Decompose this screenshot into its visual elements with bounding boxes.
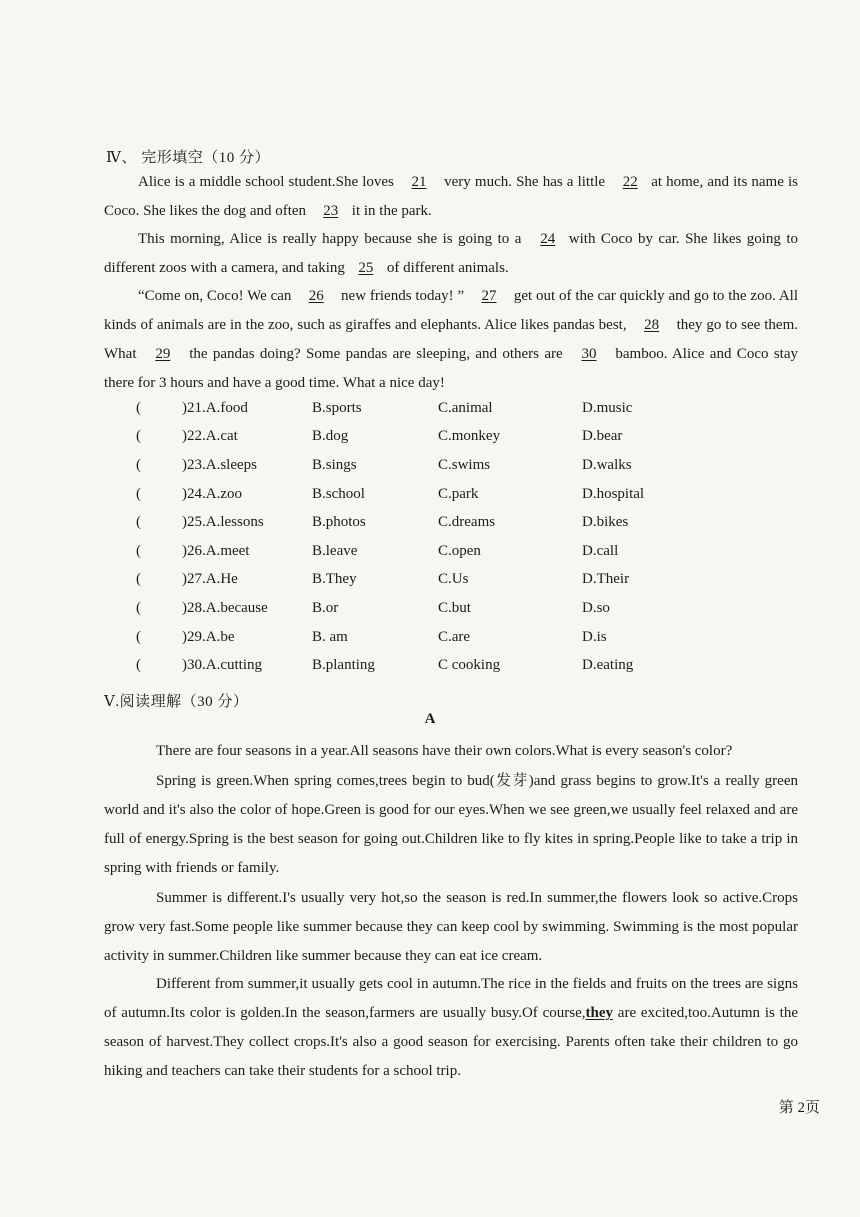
option-row-22 [136, 428, 696, 456]
option-row-26 [136, 543, 696, 571]
answer-paren[interactable]: ( [136, 629, 141, 645]
option-c: C.Us [438, 571, 469, 587]
blank-27[interactable]: 27 [481, 288, 497, 304]
cloze-paragraph-3 [104, 282, 798, 398]
reading-section-heading: Ⅴ.阅读理解（30 分） [104, 694, 249, 710]
option-a: )26.A.meet [182, 543, 250, 559]
reading-paragraph-1 [104, 737, 798, 766]
option-b: B.planting [312, 657, 375, 673]
option-a: )22.A.cat [182, 428, 238, 444]
option-a: )28.A.because [182, 600, 268, 616]
option-b: B.photos [312, 514, 366, 530]
option-d: D.Their [582, 571, 630, 587]
blank-29[interactable]: 29 [155, 346, 171, 362]
blank-28[interactable]: 28 [644, 317, 660, 333]
answer-paren[interactable]: ( [136, 600, 141, 616]
option-row-27 [136, 571, 696, 599]
option-d: D.call [582, 543, 619, 559]
option-a: )24.A.zoo [182, 486, 242, 502]
underlined-word-they: they [585, 1005, 613, 1021]
cloze-text: Alice is a middle school student.She loves [138, 174, 399, 190]
option-row-30 [136, 657, 696, 685]
option-c: C.monkey [438, 428, 501, 444]
cloze-text: “Come on, Coco! We can [138, 288, 296, 304]
reading-paragraph-3 [104, 884, 798, 971]
reading-text: Summer is different.I's usually very hot,so the season is red.In summer,the flowers look so active.Crops grow very fast.Some people like summer because they can keep cool by swimming. Swimming is the most popular activity in summer.Children like summer because they can eat ice cream. [104, 890, 798, 964]
reading-text: Spring is green.When spring comes,trees begin to bud(发芽)and grass begins to grow.It's a really green world and it's also the color of hope.Green is good for our eyes.When we see green,we usually feel relaxed and are full of energy.Spring is the best season for going out.Children like to fly kites in spring.People like to take a trip in spring with friends or family. [104, 773, 798, 876]
reading-text: There are four seasons in a year.All seasons have their own colors.What is every season's color? [156, 743, 733, 759]
answer-paren[interactable]: ( [136, 514, 141, 530]
blank-24[interactable]: 24 [540, 231, 556, 247]
cloze-paragraph-1 [104, 168, 798, 226]
option-c: C.swims [438, 457, 491, 473]
option-b: B.dog [312, 428, 349, 444]
reading-paragraph-4 [104, 970, 798, 1086]
blank-22[interactable]: 22 [622, 174, 638, 190]
option-b: B.They [312, 571, 357, 587]
option-a: )21.A.food [182, 400, 248, 416]
blank-21[interactable]: 21 [411, 174, 427, 190]
answer-paren[interactable]: ( [136, 400, 141, 416]
answer-paren[interactable]: ( [136, 486, 141, 502]
cloze-text: at home, and its name is Coco. She likes the dog and often [104, 174, 798, 219]
option-c: C.animal [438, 400, 493, 416]
cloze-text: get out of the car quickly and go to the zoo. All kinds of animals are in the zoo, such as giraffes and elephants. Alice likes pandas best, [104, 288, 798, 333]
option-a: )25.A.lessons [182, 514, 264, 530]
option-d: D.is [582, 629, 607, 645]
reading-text: Different from summer,it usually gets cool in autumn.The rice in the fields and fruits on the trees are signs of autumn.Its color is golden.In the season,farmers are usually busy.Of course, [104, 976, 798, 1021]
page-number: 第 2页 [778, 1100, 820, 1116]
option-d: D.hospital [582, 486, 645, 502]
option-d: D.bikes [582, 514, 629, 530]
cloze-text: with Coco by car. She likes going to different zoos with a camera, and taking [104, 231, 799, 276]
answer-paren[interactable]: ( [136, 543, 141, 559]
option-row-28 [136, 600, 696, 628]
option-b: B.sings [312, 457, 357, 473]
option-b: B. am [312, 629, 348, 645]
passage-title: A [424, 711, 436, 727]
option-a: )23.A.sleeps [182, 457, 257, 473]
option-b: B.or [312, 600, 339, 616]
option-d: D.walks [582, 457, 632, 473]
cloze-text: it in the park. [351, 203, 432, 219]
option-b: B.sports [312, 400, 362, 416]
option-row-23 [136, 457, 696, 485]
option-d: D.so [582, 600, 610, 616]
option-row-24 [136, 486, 696, 514]
option-a: )30.A.cutting [182, 657, 262, 673]
reading-text: are excited,too.Autumn is the season of harvest.They collect crops.It's also a good season for exercising. Parents often take their children to go hiking and teachers can take their students for a school trip. [104, 1005, 798, 1079]
option-c: C.open [438, 543, 481, 559]
option-c: C cooking [438, 657, 501, 673]
blank-23[interactable]: 23 [323, 203, 339, 219]
option-a: )29.A.be [182, 629, 235, 645]
option-c: C.are [438, 629, 471, 645]
answer-paren[interactable]: ( [136, 657, 141, 673]
option-row-21 [136, 400, 696, 428]
option-b: B.leave [312, 543, 358, 559]
cloze-text: of different animals. [386, 260, 509, 276]
answer-paren[interactable]: ( [136, 428, 141, 444]
cloze-text: the pandas doing? Some pandas are sleeping, and others are [183, 346, 569, 362]
reading-paragraph-2 [104, 767, 798, 883]
option-d: D.eating [582, 657, 634, 673]
blank-30[interactable]: 30 [581, 346, 597, 362]
option-c: C.dreams [438, 514, 496, 530]
cloze-section-heading: Ⅳ、 完形填空（10 分） [106, 150, 270, 166]
cloze-text: very much. She has a little [440, 174, 610, 190]
answer-paren[interactable]: ( [136, 571, 141, 587]
option-row-29 [136, 629, 696, 657]
option-b: B.school [312, 486, 365, 502]
cloze-text: This morning, Alice is really happy because she is going to a [138, 231, 527, 247]
option-c: C.park [438, 486, 479, 502]
cloze-text: they go to see them. What [104, 317, 799, 362]
option-d: D.bear [582, 428, 623, 444]
answer-paren[interactable]: ( [136, 457, 141, 473]
option-a: )27.A.He [182, 571, 238, 587]
blank-25[interactable]: 25 [358, 260, 374, 276]
option-c: C.but [438, 600, 471, 616]
option-d: D.music [582, 400, 633, 416]
cloze-text: new friends today! ” [337, 288, 468, 304]
blank-26[interactable]: 26 [308, 288, 324, 304]
option-row-25 [136, 514, 696, 542]
cloze-text: bamboo. Alice and Coco stay there for 3 hours and have a good time. What a nice day! [104, 346, 798, 391]
cloze-paragraph-2 [104, 225, 798, 283]
